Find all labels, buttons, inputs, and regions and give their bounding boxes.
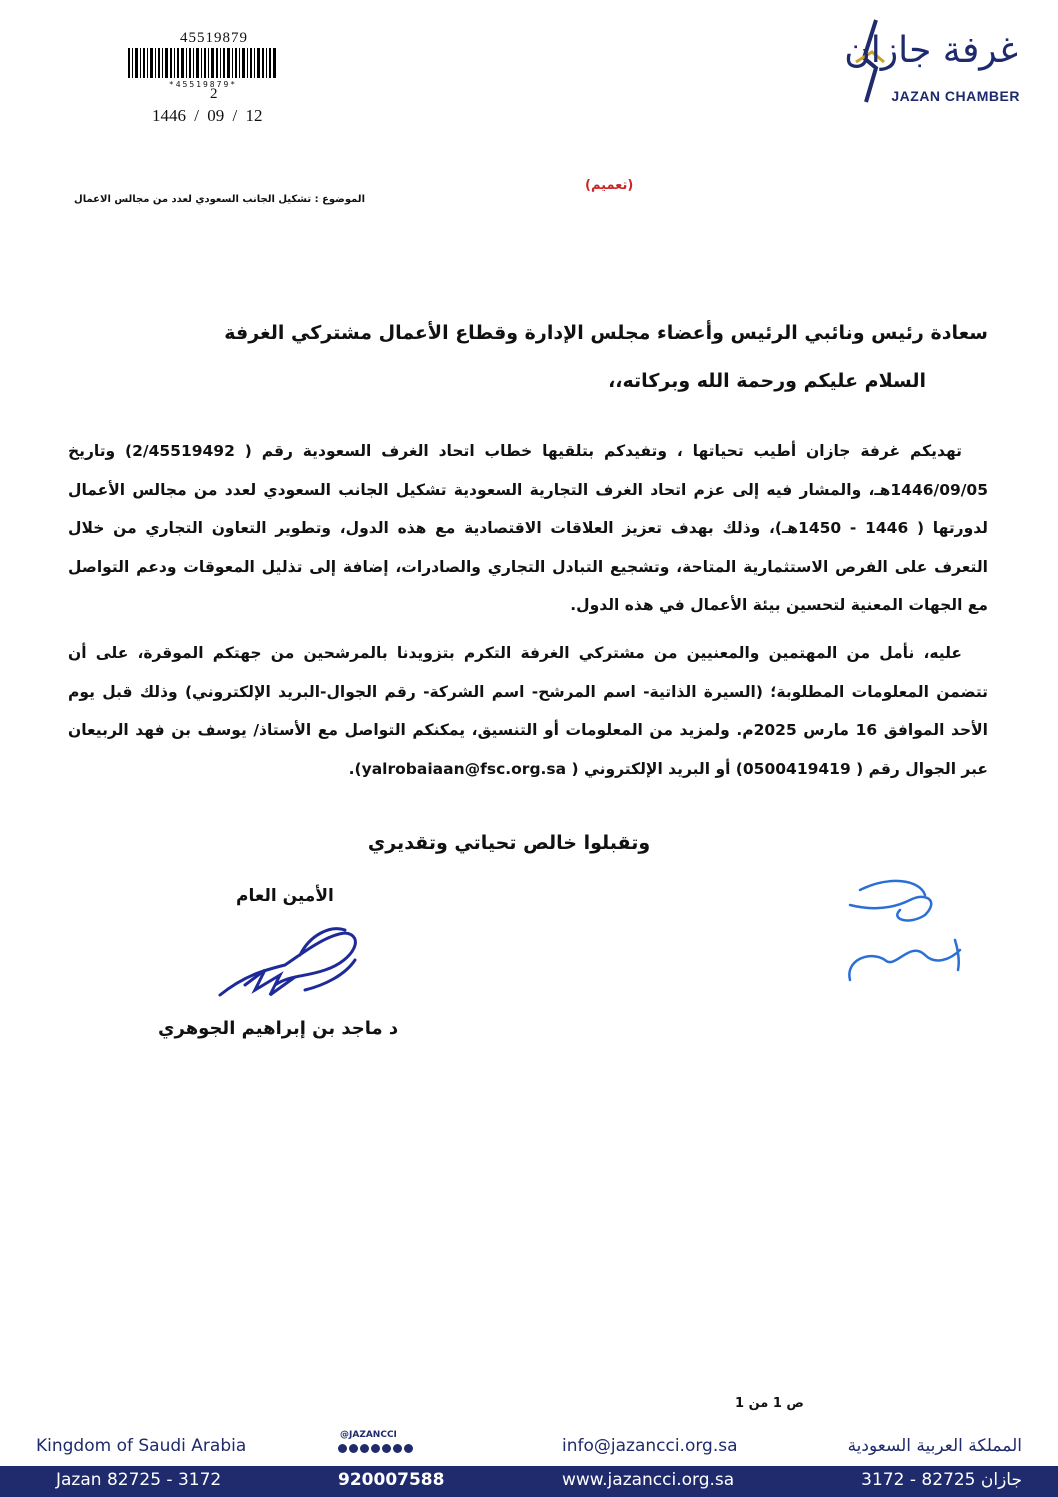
paragraph-2-text: عليه، نأمل من المهتمين والمعنيين من مشتركي الغرفة التكرم بتزويدنا بالمرشحين من جهتكم الموقرة، على أن تتضمن المعلومات المطلوبة؛ (السيرة الذاتية- اسم المرشح- اسم الشركة- رقم الجوال-البريد الإلكتروني) وذلك قبل يوم الأحد الموافق 16 مارس 2025م. ولمزيد من المعلومات أو التنسيق، يمكنكم التواصل مع الأستاذ/ يوسف بن فهد الربيعان عبر الجوال رقم ( 0500419419) أو البريد الإلكتروني ( yalrobaiaan@fsc.org.sa). (68, 644, 988, 778)
body-paragraph-2 (68, 634, 988, 788)
footer-website[interactable]: www.jazancci.org.sa (562, 1470, 735, 1490)
page-number: ص 1 من 1 (735, 1396, 804, 1411)
paragraph-1-text: تهديكم غرفة جازان أطيب تحياتها ، وتفيدكم بتلقيها خطاب اتحاد الغرف السعودية رقم ( 2/45519492) وتاريخ 1446/09/05هـ، والمشار فيه إلى عزم اتحاد الغرف التجارية السعودية تشكيل الجانب السعودي لعدد من مجالس الأعمال لدورتها ( 1446 - 1450هـ)، وذلك بهدف تعزيز العلاقات الاقتصادية مع هذه الدول، وتطوير التعاون التجاري من خلال التعرف على الفرص الاستثمارية المتاحة، وتشجيع التبادل التجاري والصادرات، إضافة إلى تذليل المعوقات ودعم التواصل مع الجهات المعنية لتحسين بيئة الأعمال في هذه الدول. (68, 442, 988, 614)
footer-kingdom-ar: المملكة العربية السعودية (847, 1436, 1022, 1456)
document-number: 45519879 (180, 30, 248, 46)
footer-address-en: Jazan 82725 - 3172 (56, 1470, 222, 1490)
instagram-icon[interactable] (371, 1444, 380, 1453)
handwritten-initials (830, 870, 980, 1000)
salutation: السلام عليكم ورحمة الله وبركاته،، (608, 370, 926, 392)
footer-kingdom-en: Kingdom of Saudi Arabia (36, 1436, 247, 1456)
barcode-caption: *45519879* (168, 80, 238, 89)
linkedin-icon[interactable] (404, 1444, 413, 1453)
addressee: سعادة رئيس ونائبي الرئيس وأعضاء مجلس الإدارة وقطاع الأعمال مشتركي الغرفة (224, 322, 988, 344)
subject-line: الموضوع : تشكيل الجانب السعودي لعدد من مجالس الاعمال (74, 194, 365, 205)
circular-label: (تعميم) (585, 178, 634, 193)
attachments-count: 2 (210, 86, 218, 102)
footer-phone[interactable]: 920007588 (338, 1470, 445, 1490)
handwritten-signature (205, 915, 370, 1015)
social-icons (338, 1444, 413, 1453)
youtube-icon[interactable] (338, 1444, 347, 1453)
body-paragraph-1 (68, 432, 988, 625)
barcode (128, 48, 278, 78)
footer-address-ar: جازان 82725 - 3172 (861, 1470, 1022, 1490)
tiktok-icon[interactable] (382, 1444, 391, 1453)
footer-social-handle: @JAZANCCI (340, 1430, 397, 1440)
chamber-logo-english: JAZAN CHAMBER (891, 88, 1020, 104)
signatory-title: الأمين العام (236, 886, 334, 906)
facebook-icon[interactable] (360, 1444, 369, 1453)
signatory-name: د ماجد بن إبراهيم الجوهري (158, 1018, 399, 1039)
closing-line: وتقبلوا خالص تحياتي وتقديري (367, 832, 651, 854)
chamber-logo-arabic: غرفة جازان (844, 30, 1018, 71)
footer-email[interactable]: info@jazancci.org.sa (562, 1436, 738, 1456)
x-icon[interactable] (393, 1444, 402, 1453)
snapchat-icon[interactable] (349, 1444, 358, 1453)
document-date: 1446 / 09 / 12 (152, 106, 263, 125)
